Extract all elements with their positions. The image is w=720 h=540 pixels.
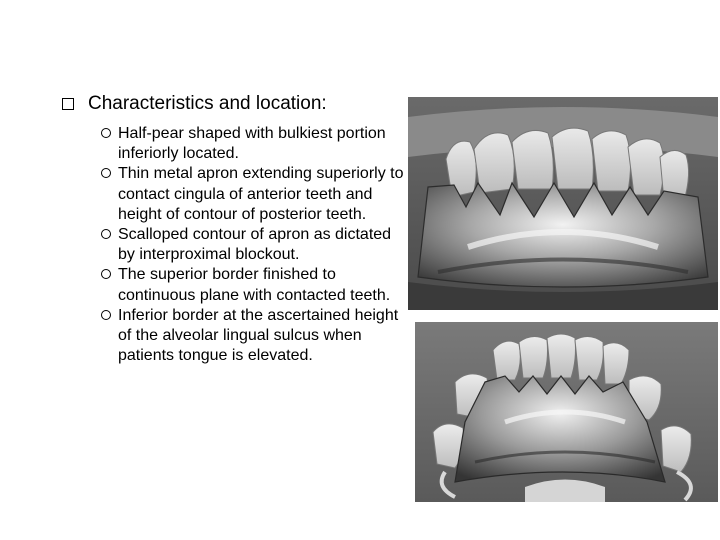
circle-bullet-icon [101,269,111,279]
slide-heading [62,92,327,116]
circle-bullet-icon [101,128,111,138]
bullet-point [100,164,410,225]
bullet-text: Inferior border at the ascertained height of the alveolar lingual sulcus when patients tongue is elevated. [118,306,399,365]
bullet-point [100,124,410,164]
bullet-point [100,225,410,265]
lingual-plate-photo-top [408,97,718,310]
bullet-text: Half-pear shaped with bulkiest portion inferiorly located. [118,125,386,163]
bullet-text: Thin metal apron extending superiorly to contact cingula of anterior teeth and height of contour of posterior teeth. [118,165,404,223]
bullet-point [100,306,410,367]
heading-text: Characteristics and location: [88,93,327,114]
lingual-plate-photo-bottom [415,322,718,502]
bullet-list [100,124,410,366]
circle-bullet-icon [101,310,111,320]
circle-bullet-icon [101,229,111,239]
square-bullet-icon [62,98,74,110]
bullet-point [100,265,410,305]
bullet-text: Scalloped contour of apron as dictated by interproximal blockout. [118,226,392,264]
circle-bullet-icon [101,168,111,178]
bullet-text: The superior border finished to continuous plane with contacted teeth. [118,266,391,304]
